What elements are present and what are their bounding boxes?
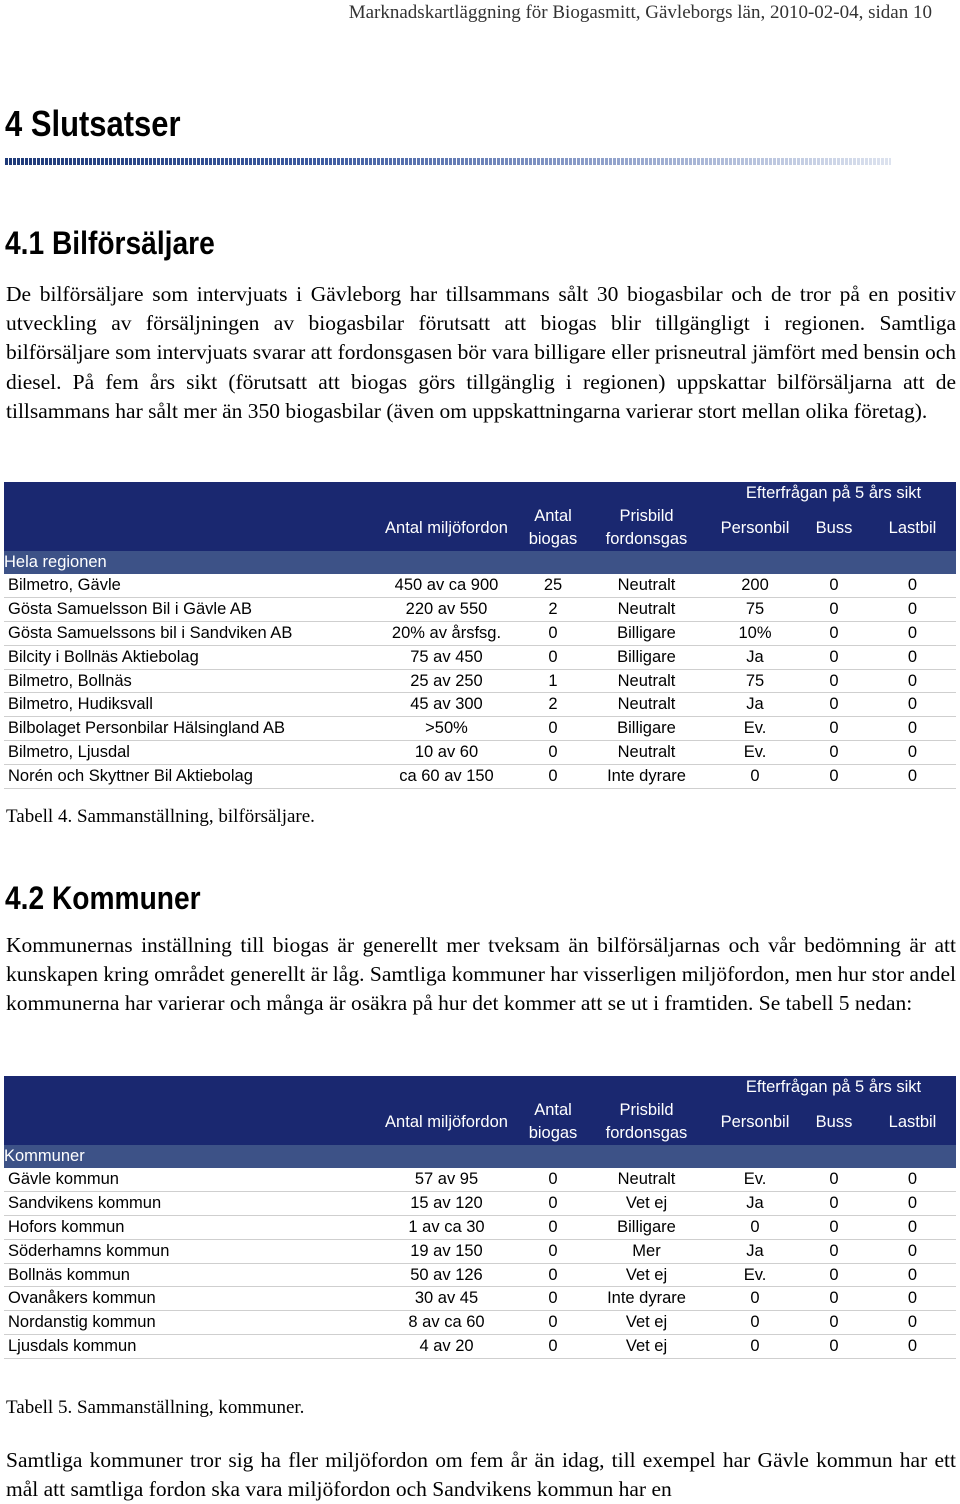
cell-name: Ljusdals kommun xyxy=(4,1335,369,1359)
cell-vehicles: >50% xyxy=(369,717,524,741)
cell-car: 0 xyxy=(711,765,799,789)
cell-truck: 0 xyxy=(869,597,956,621)
cell-name: Bilbolaget Personbilar Hälsingland AB xyxy=(4,717,369,741)
table-row xyxy=(4,741,956,765)
cell-truck: 0 xyxy=(869,645,956,669)
cell-price: Vet ej xyxy=(582,1335,711,1359)
cell-biogas: 0 xyxy=(524,1311,582,1335)
header-blank xyxy=(369,1076,524,1099)
table-row xyxy=(4,621,956,645)
cell-name: Hofors kommun xyxy=(4,1215,369,1239)
cell-name: Bilmetro, Gävle xyxy=(4,574,369,597)
caption-table-4: Tabell 4. Sammanställning, bilförsäljare. xyxy=(6,806,315,827)
header-blank xyxy=(582,482,711,505)
cell-truck: 0 xyxy=(869,621,956,645)
cell-vehicles: 4 av 20 xyxy=(369,1335,524,1359)
table-row xyxy=(4,574,956,597)
cell-car: 75 xyxy=(711,597,799,621)
cell-truck: 0 xyxy=(869,1168,956,1191)
header-bus: Buss xyxy=(799,1099,869,1145)
cell-price: Neutralt xyxy=(582,693,711,717)
cell-vehicles: 10 av 60 xyxy=(369,741,524,765)
cell-price: Billigare xyxy=(582,645,711,669)
cell-car: Ja xyxy=(711,645,799,669)
cell-biogas: 0 xyxy=(524,1335,582,1359)
cell-bus: 0 xyxy=(799,1287,869,1311)
cell-biogas: 0 xyxy=(524,1168,582,1191)
cell-price: Inte dyrare xyxy=(582,1287,711,1311)
cell-name: Bilcity i Bollnäs Aktiebolag xyxy=(4,645,369,669)
cell-biogas: 0 xyxy=(524,1239,582,1263)
cell-car: 10% xyxy=(711,621,799,645)
cell-vehicles: 75 av 450 xyxy=(369,645,524,669)
cell-price: Neutralt xyxy=(582,669,711,693)
header-price-line1: Prisbild xyxy=(619,507,674,525)
cell-name: Gävle kommun xyxy=(4,1168,369,1191)
header-price-line2: fordonsgas xyxy=(605,1124,688,1142)
table-row xyxy=(4,693,956,717)
header-biogas xyxy=(524,1099,582,1145)
header-price-line2: fordonsgas xyxy=(605,530,688,548)
cell-biogas: 0 xyxy=(524,1287,582,1311)
table-bilforsaljare xyxy=(4,482,956,789)
cell-biogas: 0 xyxy=(524,765,582,789)
cell-car: 0 xyxy=(711,1287,799,1311)
cell-price: Neutralt xyxy=(582,1168,711,1191)
cell-car: 0 xyxy=(711,1311,799,1335)
cell-price: Vet ej xyxy=(582,1191,711,1215)
cell-name: Bilmetro, Bollnäs xyxy=(4,669,369,693)
header-bus: Buss xyxy=(799,505,869,551)
cell-price: Neutralt xyxy=(582,597,711,621)
cell-name: Nordanstig kommun xyxy=(4,1311,369,1335)
cell-price: Neutralt xyxy=(582,741,711,765)
cell-vehicles: 50 av 126 xyxy=(369,1263,524,1287)
cell-bus: 0 xyxy=(799,741,869,765)
table-row xyxy=(4,669,956,693)
cell-bus: 0 xyxy=(799,1263,869,1287)
cell-name: Gösta Samuelssons bil i Sandviken AB xyxy=(4,621,369,645)
cell-car: Ev. xyxy=(711,717,799,741)
cell-bus: 0 xyxy=(799,717,869,741)
cell-biogas: 0 xyxy=(524,621,582,645)
table-kommuner xyxy=(4,1076,956,1359)
cell-bus: 0 xyxy=(799,1215,869,1239)
header-blank xyxy=(582,1076,711,1099)
cell-bus: 0 xyxy=(799,669,869,693)
cell-car: 75 xyxy=(711,669,799,693)
header-car: Personbil xyxy=(711,505,799,551)
intro-paragraph-kommuner: Kommunernas inställning till biogas är generellt mer tveksam än bilförsäljarnas och vår bedömning är att kunskapen kring området generellt är låg. Samtliga kommuner har visserligen miljöfordon, men hur stor andel kommunerna har varierar och många är osäkra på hur det kommer att se ut i framtiden. Se tabell 5 nedan: xyxy=(6,933,956,1016)
cell-vehicles: ca 60 av 150 xyxy=(369,765,524,789)
header-price xyxy=(582,1099,711,1145)
section-title-kommuner: 4.2 Kommuner xyxy=(5,880,201,916)
group-label: Hela regionen xyxy=(4,551,956,574)
table-row xyxy=(4,1287,956,1311)
cell-truck: 0 xyxy=(869,1239,956,1263)
cell-biogas: 2 xyxy=(524,597,582,621)
cell-price: Billigare xyxy=(582,1215,711,1239)
table-row xyxy=(4,1239,956,1263)
cell-bus: 0 xyxy=(799,1335,869,1359)
header-biogas-line2: biogas xyxy=(528,530,578,548)
cell-biogas: 1 xyxy=(524,669,582,693)
cell-biogas: 0 xyxy=(524,1215,582,1239)
header-truck: Lastbil xyxy=(869,1099,956,1145)
table-row xyxy=(4,1335,956,1359)
cell-bus: 0 xyxy=(799,621,869,645)
cell-price: Vet ej xyxy=(582,1263,711,1287)
cell-name: Bilmetro, Ljusdal xyxy=(4,741,369,765)
cell-bus: 0 xyxy=(799,597,869,621)
table-row xyxy=(4,597,956,621)
cell-truck: 0 xyxy=(869,669,956,693)
cell-bus: 0 xyxy=(799,693,869,717)
header-blank xyxy=(4,1076,369,1099)
cell-price: Vet ej xyxy=(582,1311,711,1335)
header-blank xyxy=(4,505,369,551)
table-row xyxy=(4,765,956,789)
header-vehicles: Antal miljöfordon xyxy=(369,505,524,551)
table-row xyxy=(4,1168,956,1191)
cell-biogas: 0 xyxy=(524,717,582,741)
cell-car: 200 xyxy=(711,574,799,597)
header-price-line1: Prisbild xyxy=(619,1101,674,1119)
cell-truck: 0 xyxy=(869,717,956,741)
cell-truck: 0 xyxy=(869,1287,956,1311)
cell-truck: 0 xyxy=(869,741,956,765)
cell-price: Billigare xyxy=(582,717,711,741)
header-blank xyxy=(524,482,582,505)
cell-bus: 0 xyxy=(799,1239,869,1263)
cell-bus: 0 xyxy=(799,1168,869,1191)
header-blank xyxy=(524,1076,582,1099)
cell-vehicles: 19 av 150 xyxy=(369,1239,524,1263)
cell-biogas: 0 xyxy=(524,741,582,765)
cell-truck: 0 xyxy=(869,1215,956,1239)
cell-vehicles: 1 av ca 30 xyxy=(369,1215,524,1239)
table-row xyxy=(4,1215,956,1239)
cell-truck: 0 xyxy=(869,574,956,597)
cell-car: Ja xyxy=(711,1191,799,1215)
cell-car: Ja xyxy=(711,693,799,717)
cell-bus: 0 xyxy=(799,1311,869,1335)
cell-vehicles: 450 av ca 900 xyxy=(369,574,524,597)
header-truck: Lastbil xyxy=(869,505,956,551)
cell-car: Ev. xyxy=(711,1168,799,1191)
cell-biogas: 0 xyxy=(524,645,582,669)
cell-name: Ovanåkers kommun xyxy=(4,1287,369,1311)
header-price xyxy=(582,505,711,551)
group-label: Kommuner xyxy=(4,1145,956,1168)
cell-biogas: 0 xyxy=(524,1263,582,1287)
header-blank xyxy=(4,1099,369,1145)
table-row xyxy=(4,717,956,741)
header-demand: Efterfrågan på 5 års sikt xyxy=(711,482,956,505)
cell-biogas: 25 xyxy=(524,574,582,597)
header-car: Personbil xyxy=(711,1099,799,1145)
intro-paragraph-bilforsaljare: De bilförsäljare som intervjuats i Gävleborg har tillsammans sålt 30 biogasbilar och de tror på en positiv utveckling av försäljningen av biogasbilar förutsatt att biogas blir tillgängligt i regionen. Samtliga bilförsäljare som intervjuats svarar att fordonsgasen bör vara billigare eller prisneutral jämfört med bensin och diesel. På fem års sikt (förutsatt att biogas görs tillgänglig i regionen) uppskattar bilförsäljarna att de tillsammans har sålt mer än 350 biogasbilar (även om uppskattningarna varierar stort mellan olika företag). xyxy=(6,282,956,423)
cell-name: Gösta Samuelsson Bil i Gävle AB xyxy=(4,597,369,621)
table-row xyxy=(4,645,956,669)
cell-biogas: 2 xyxy=(524,693,582,717)
header-biogas-line1: Antal xyxy=(534,507,572,525)
cell-car: Ev. xyxy=(711,1263,799,1287)
cell-truck: 0 xyxy=(869,1191,956,1215)
cell-bus: 0 xyxy=(799,1191,869,1215)
table-row xyxy=(4,1191,956,1215)
cell-vehicles: 220 av 550 xyxy=(369,597,524,621)
cell-bus: 0 xyxy=(799,765,869,789)
caption-table-5: Tabell 5. Sammanställning, kommuner. xyxy=(6,1397,305,1418)
header-biogas-line2: biogas xyxy=(528,1124,578,1142)
cell-car: 0 xyxy=(711,1215,799,1239)
cell-price: Inte dyrare xyxy=(582,765,711,789)
cell-vehicles: 20% av årsfsg. xyxy=(369,621,524,645)
header-blank xyxy=(369,482,524,505)
cell-name: Norén och Skyttner Bil Aktiebolag xyxy=(4,765,369,789)
cell-name: Sandvikens kommun xyxy=(4,1191,369,1215)
cell-name: Bilmetro, Hudiksvall xyxy=(4,693,369,717)
cell-vehicles: 25 av 250 xyxy=(369,669,524,693)
cell-bus: 0 xyxy=(799,645,869,669)
cell-truck: 0 xyxy=(869,1335,956,1359)
section-title-bilforsaljare: 4.1 Bilförsäljare xyxy=(5,225,215,261)
cell-bus: 0 xyxy=(799,574,869,597)
cell-car: Ev. xyxy=(711,741,799,765)
cell-car: 0 xyxy=(711,1335,799,1359)
cell-name: Söderhamns kommun xyxy=(4,1239,369,1263)
cell-vehicles: 8 av ca 60 xyxy=(369,1311,524,1335)
cell-vehicles: 45 av 300 xyxy=(369,693,524,717)
cell-truck: 0 xyxy=(869,765,956,789)
table-row xyxy=(4,1263,956,1287)
cell-name: Bollnäs kommun xyxy=(4,1263,369,1287)
cell-biogas: 0 xyxy=(524,1191,582,1215)
table-row xyxy=(4,1311,956,1335)
cell-vehicles: 30 av 45 xyxy=(369,1287,524,1311)
table-bilforsaljare-body xyxy=(4,551,956,789)
cell-truck: 0 xyxy=(869,1311,956,1335)
chapter-title: 4 Slutsatser xyxy=(5,103,181,144)
cell-price: Neutralt xyxy=(582,574,711,597)
header-biogas xyxy=(524,505,582,551)
cell-car: Ja xyxy=(711,1239,799,1263)
cell-vehicles: 57 av 95 xyxy=(369,1168,524,1191)
header-biogas-line1: Antal xyxy=(534,1101,572,1119)
cell-price: Billigare xyxy=(582,621,711,645)
chapter-rule xyxy=(5,158,891,165)
cell-truck: 0 xyxy=(869,1263,956,1287)
header-blank xyxy=(4,482,369,505)
cell-vehicles: 15 av 120 xyxy=(369,1191,524,1215)
header-vehicles: Antal miljöfordon xyxy=(369,1099,524,1145)
page-header: Marknadskartläggning för Biogasmitt, Gävleborgs län, 2010-02-04, sidan 10 xyxy=(348,2,932,23)
table-kommuner-body xyxy=(4,1145,956,1359)
cell-truck: 0 xyxy=(869,693,956,717)
closing-paragraph: Samtliga kommuner tror sig ha fler miljöfordon om fem år än idag, till exempel har Gävle kommun har ett mål att samtliga fordon ska vara miljöfordon och Sandvikens kommun har en xyxy=(6,1448,956,1502)
header-demand: Efterfrågan på 5 års sikt xyxy=(711,1076,956,1099)
cell-price: Mer xyxy=(582,1239,711,1263)
